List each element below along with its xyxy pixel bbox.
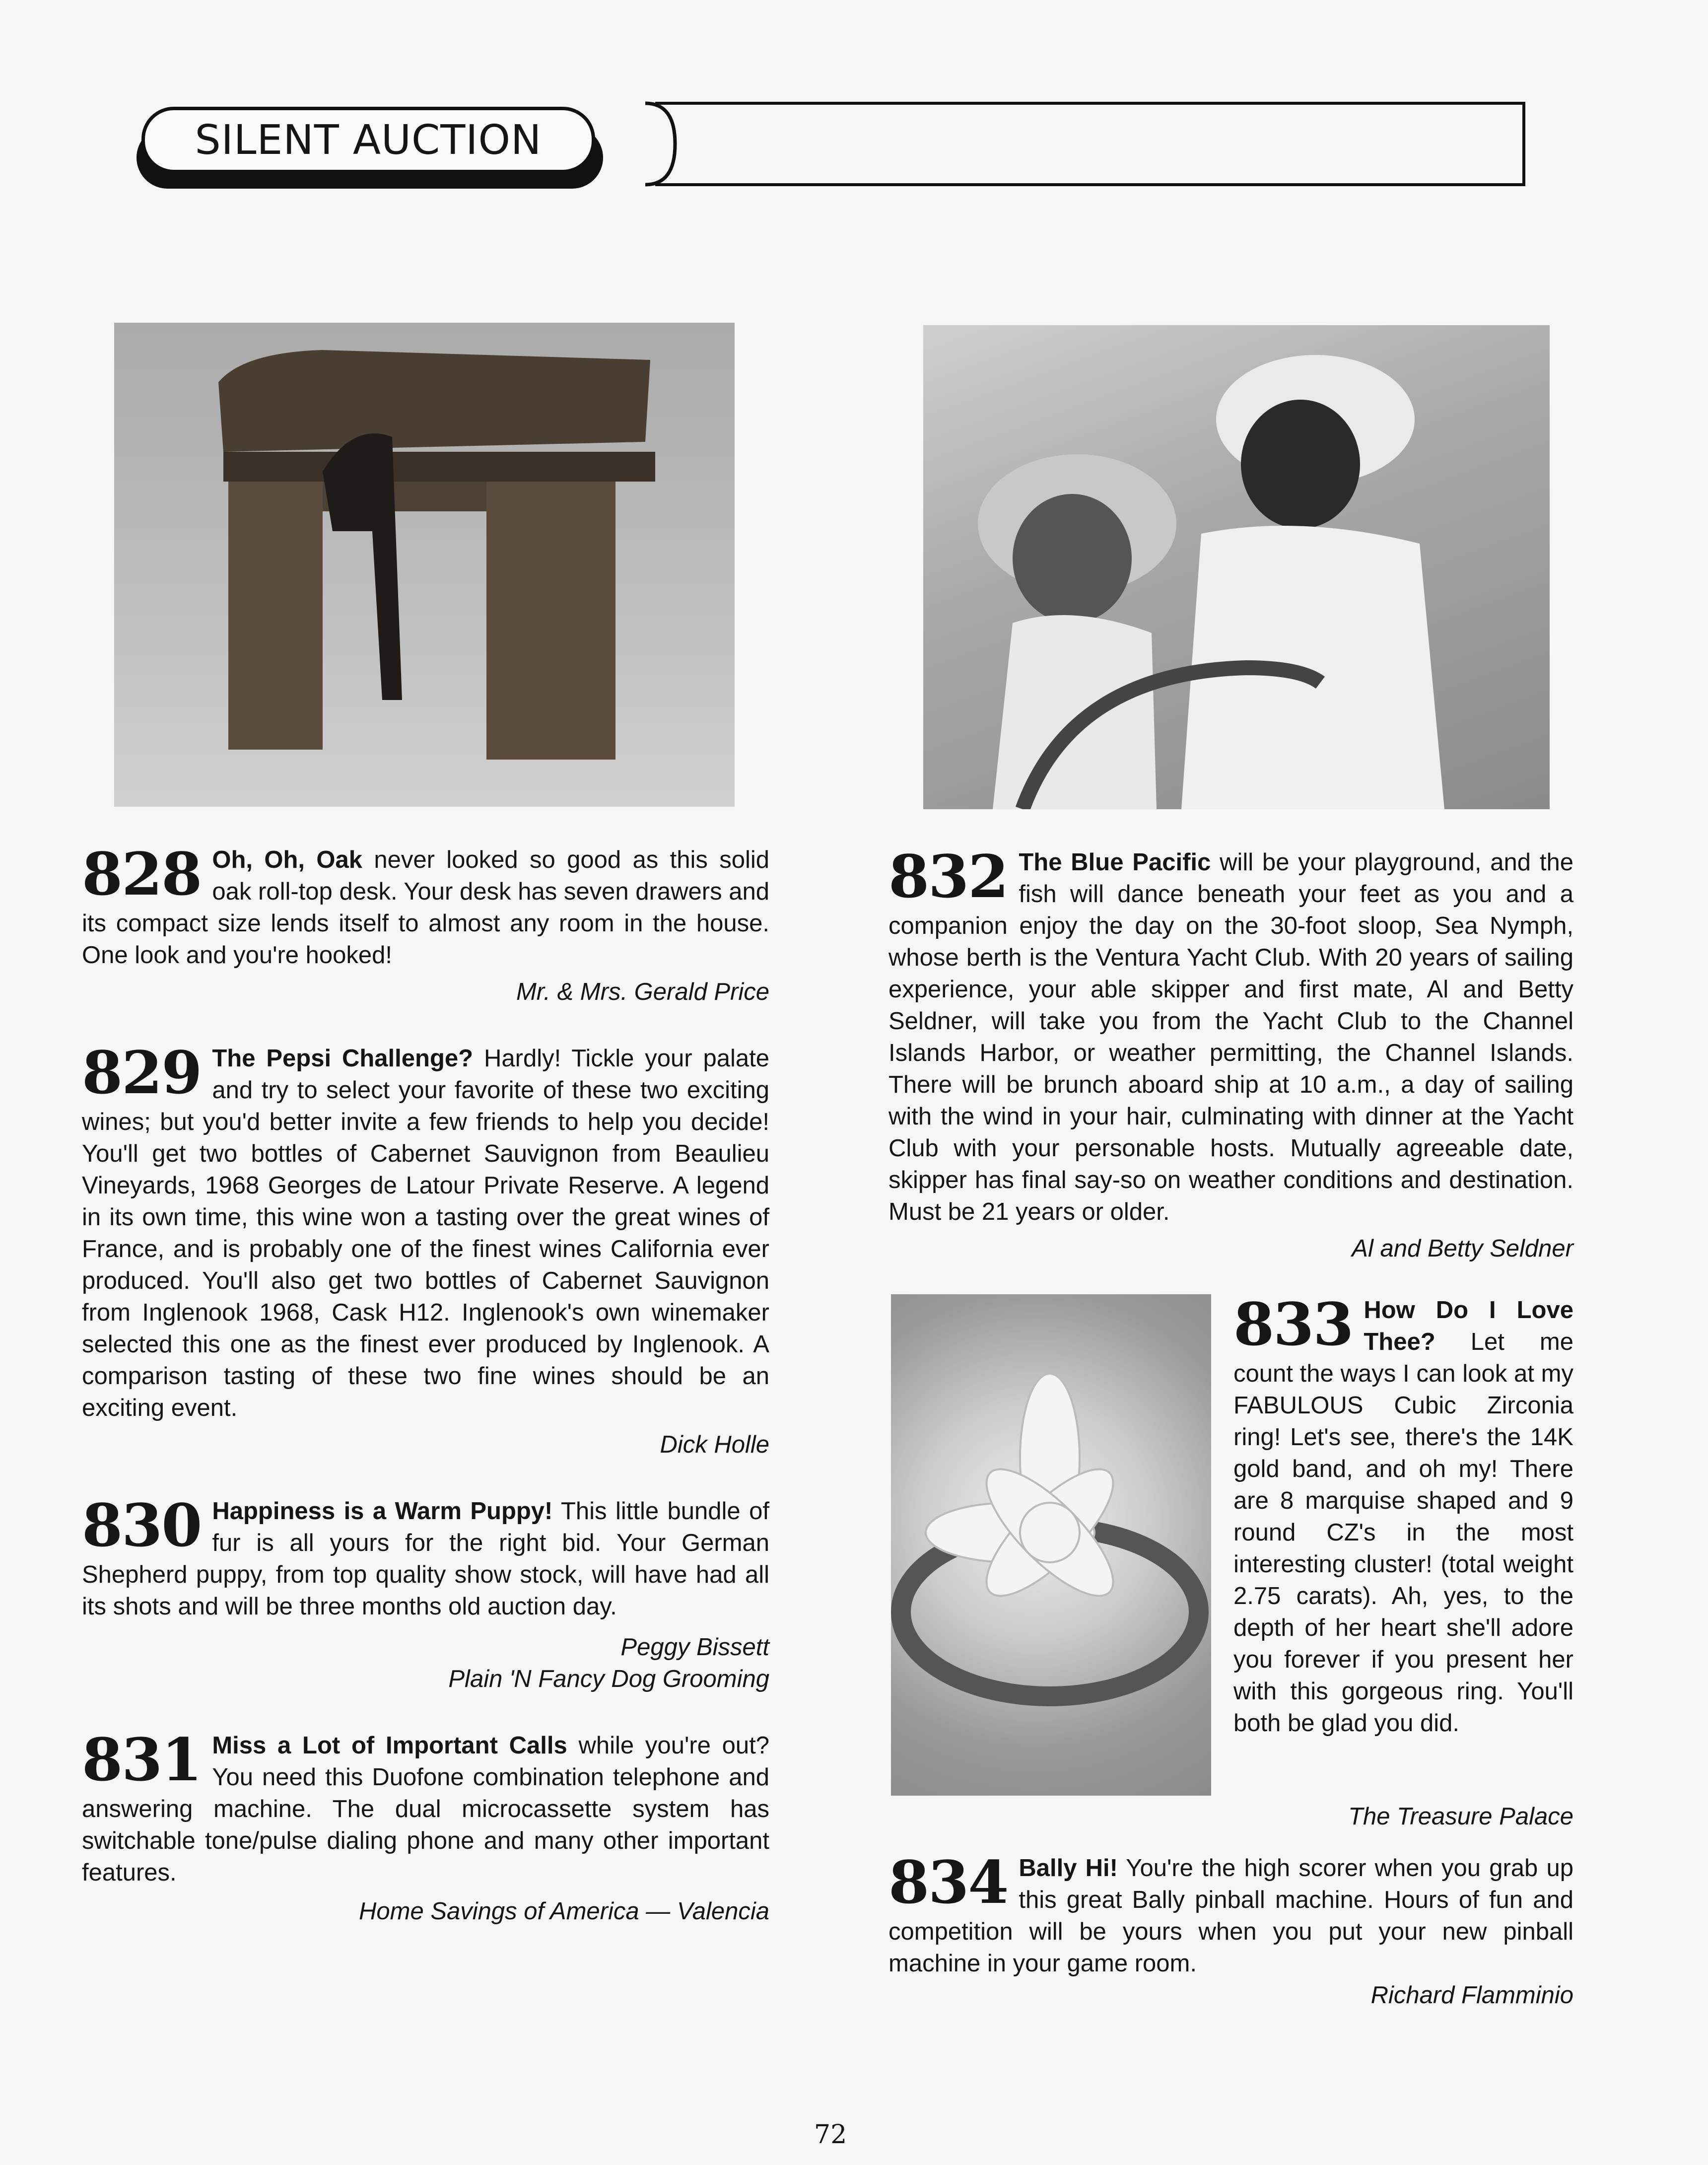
item-description: Hardly! Tickle your palate and try to select your favorite of these two exciting wines; but you'd better invite a few friends to help you decide! You'll get two bottles of Cabernet Sauvignon from Beaulieu Vineyards, 1968 Georges de Latour Private Reserve. A legend in its own time, this wine won a tasting over the great wines of France, and is probably one of the finest wines California ever produced. You'll also get two bottles of Cabernet Sauvignon from Inglenook 1968, Cask H12. Inglenook's own winemaker selected this one as the finest ever produced by Inglenook. A comparison tasting of these two fine wines should be an exciting event. [82,1045,769,1421]
item-number: 834 [888,1848,1008,1917]
item-title: The Blue Pacific [1019,849,1211,876]
item-description: This little bundle of fur is all yours for the right bid. Your German Shepherd puppy, from top quality show stock, will have had all its shots and will be three months old auction day. [82,1498,769,1620]
item-number: 830 [82,1491,202,1560]
sailing-couple-photo [923,325,1550,809]
donor-credit: Richard Flamminio [1370,1982,1573,2009]
section-title: SILENT AUCTION [141,107,595,173]
item-number: 829 [82,1038,202,1107]
cz-ring-photo [891,1294,1211,1796]
donor-credit: Al and Betty Seldner [1352,1235,1573,1262]
item-description: will be your playground, and the fish will dance beneath your feet as you and a companion enjoy the day on the 30-foot sloop, Sea Nymph, whose berth is the Ventura Yacht Club. With 20 years of sailing experience, your able skipper and first mate, Al and Betty Seldner, will take you from the Yacht Club to the Channel Islands Harbor, or weather permitting, the Channel Islands. There will be brunch aboard ship at 10 a.m., a day of sailing with the wind in your hair, culminating with dinner at the Yacht Club with your personable hosts. Mutually agreeable date, skipper has final say-so on weather conditions and destination. Must be 21 years or older. [888,849,1573,1225]
item-title: Happiness is a Warm Puppy! [212,1498,553,1525]
donor-business: Plain 'N Fancy Dog Grooming [448,1666,769,1692]
section-badge [137,107,608,189]
item-title: The Pepsi Challenge? [212,1045,474,1072]
desk-illustration [114,323,735,807]
left-column [82,839,769,1927]
header-bracket-box [635,99,1529,189]
auction-item-828 [82,839,769,1008]
roll-top-desk-photo [114,323,735,807]
right-column [888,842,1573,2011]
donor-credit: Dick Holle [660,1431,769,1458]
item-title: Oh, Oh, Oak [212,846,362,873]
donor-credit: Home Savings of America — Valencia [359,1898,769,1925]
item-number: 828 [82,839,202,908]
auction-item-833 [1233,1294,1573,1739]
auction-item-832 [888,842,1573,1264]
donor-credit: Mr. & Mrs. Gerald Price [516,978,769,1005]
item-description: never looked so good as this solid oak roll-top desk. Your desk has seven drawers and its compact size lends itself to almost any room in the house. One look and you're hooked! [82,846,769,969]
item-title: How Do I Love Thee? [1364,1297,1573,1355]
donor-credit-833: The Treasure Palace [1348,1803,1573,1830]
auction-item-833-block [888,1294,1573,1832]
ring-illustration [891,1294,1211,1796]
item-number: 832 [888,842,1008,911]
item-description: while you're out? You need this Duofone combination telephone and answering machine. The dual microcassette system has switchable tone/pulse dialing phone and many other important features. [82,1732,769,1886]
item-number: 833 [1233,1294,1353,1359]
auction-item-834 [888,1848,1573,2011]
item-description: Let me count the ways I can look at my FABULOUS Cubic Zirconia ring! Let's see, there's the 14K gold band, and oh my! There are 8 marquise shaped and 9 round CZ's in the most interesting cluster! (total weight 2.75 carats). Ah, yes, to the depth of her heart she'll adore you forever if you present her with this gorgeous ring. You'll both be glad you did. [1233,1328,1573,1737]
item-description: You're the high scorer when you grab up this great Bally pinball machine. Hours of fun and competition will be yours when you put your new pinball machine in your game room. [888,1855,1573,1977]
sailing-illustration [923,325,1550,809]
auction-item-831 [82,1725,769,1927]
item-title: Miss a Lot of Important Calls [212,1732,567,1759]
auction-item-829 [82,1038,769,1461]
item-title: Bally Hi! [1019,1855,1118,1882]
donor-credit: Peggy Bissett [620,1634,769,1661]
page-number: 72 [814,2120,847,2150]
item-number: 831 [82,1725,202,1794]
auction-item-830 [82,1491,769,1695]
